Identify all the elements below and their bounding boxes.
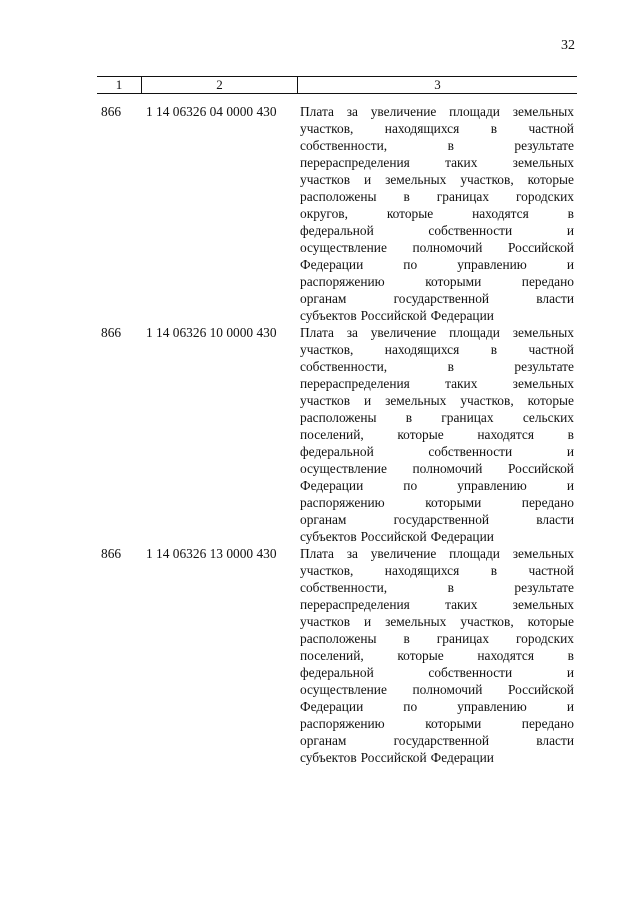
word: в xyxy=(403,189,410,204)
header-col-3: 3 xyxy=(434,77,441,92)
table-header xyxy=(97,76,577,94)
word: городских xyxy=(516,631,574,646)
word: полномочий xyxy=(412,682,483,697)
word: участков xyxy=(300,614,351,629)
word: увеличение xyxy=(370,104,437,119)
description-line xyxy=(300,307,574,324)
word: федеральной xyxy=(300,223,374,238)
word: земельных xyxy=(512,104,574,119)
word: которые xyxy=(527,393,574,408)
word: за xyxy=(346,546,358,561)
description-line xyxy=(300,358,574,375)
word: участков, xyxy=(300,342,354,357)
word: власти xyxy=(536,733,574,748)
description-line xyxy=(300,256,574,273)
description-line xyxy=(300,324,574,341)
description-line xyxy=(300,545,574,562)
word: находящихся xyxy=(384,121,460,136)
word: находящихся xyxy=(384,342,460,357)
word: Федерации xyxy=(430,529,494,544)
description xyxy=(300,103,574,324)
word: органам xyxy=(300,512,347,527)
word: таких xyxy=(445,597,478,612)
description-line xyxy=(300,732,574,749)
description xyxy=(300,545,574,766)
word: передано xyxy=(521,495,574,510)
description-line xyxy=(300,562,574,579)
word: увеличение xyxy=(370,325,437,340)
word: и xyxy=(566,699,574,714)
word: в xyxy=(490,563,498,578)
word: Российской xyxy=(507,682,574,697)
word: собственности, xyxy=(300,138,388,153)
table-body xyxy=(97,103,577,766)
word: которыми xyxy=(425,274,482,289)
word: в xyxy=(403,631,410,646)
word: земельных xyxy=(512,155,574,170)
word: управлению xyxy=(457,478,527,493)
kbk-code: 1 14 06326 04 0000 430 xyxy=(146,104,277,119)
word: таких xyxy=(445,376,478,391)
word: в xyxy=(567,427,574,442)
word: государственной xyxy=(393,512,490,527)
word: участков, xyxy=(460,614,514,629)
word: осуществление xyxy=(300,461,387,476)
word: собственности xyxy=(428,223,513,238)
admin-code: 866 xyxy=(101,325,122,340)
description-line xyxy=(300,494,574,511)
description-line xyxy=(300,664,574,681)
description-line xyxy=(300,120,574,137)
word: за xyxy=(346,104,358,119)
word: расположены xyxy=(300,631,377,646)
word: которыми xyxy=(425,495,482,510)
word: органам xyxy=(300,291,347,306)
description-line xyxy=(300,222,574,239)
word: собственности xyxy=(428,444,513,459)
header-col-1: 1 xyxy=(115,77,123,92)
word: полномочий xyxy=(412,240,483,255)
word: государственной xyxy=(393,291,490,306)
word: распоряжению xyxy=(300,495,385,510)
word: в xyxy=(447,359,454,374)
word: участков xyxy=(300,172,351,187)
word: площади xyxy=(449,325,500,340)
word: Федерации xyxy=(300,699,364,714)
description-line xyxy=(300,273,574,290)
word: находятся xyxy=(477,427,535,442)
table-row xyxy=(97,545,577,766)
word: Плата xyxy=(300,546,334,561)
word: участков, xyxy=(460,393,514,408)
description-line xyxy=(300,460,574,477)
word: участков xyxy=(300,393,351,408)
word: в xyxy=(490,342,498,357)
word: участков, xyxy=(460,172,514,187)
description-line xyxy=(300,137,574,154)
word: которые xyxy=(527,614,574,629)
description-line xyxy=(300,749,574,766)
word: Российской xyxy=(360,750,427,765)
word: в xyxy=(447,580,454,595)
word: собственности, xyxy=(300,580,388,595)
word: границах xyxy=(436,189,490,204)
word: и xyxy=(566,665,574,680)
word: управлению xyxy=(457,699,527,714)
page-number: 32 xyxy=(561,38,575,53)
word: субъектов xyxy=(300,529,357,544)
description-line xyxy=(300,698,574,715)
word: государственной xyxy=(393,733,490,748)
word: в xyxy=(490,121,498,136)
description-line xyxy=(300,477,574,494)
word: собственности xyxy=(428,665,513,680)
word: находятся xyxy=(472,206,529,221)
word: управлению xyxy=(457,257,527,272)
word: границах xyxy=(441,410,494,425)
description-line xyxy=(300,630,574,647)
word: находящихся xyxy=(384,563,460,578)
description-line xyxy=(300,103,574,120)
description-line xyxy=(300,443,574,460)
word: в xyxy=(567,206,574,221)
description-line xyxy=(300,375,574,392)
description-line xyxy=(300,392,574,409)
word: перераспределения xyxy=(300,597,410,612)
word: власти xyxy=(536,512,574,527)
word: поселений, xyxy=(300,427,364,442)
word: которые xyxy=(397,648,444,663)
word: которыми xyxy=(425,716,482,731)
word: и xyxy=(363,614,372,629)
word: результате xyxy=(514,359,574,374)
word: Российской xyxy=(360,529,427,544)
word: федеральной xyxy=(300,665,374,680)
word: осуществление xyxy=(300,240,387,255)
word: Российской xyxy=(507,461,574,476)
description xyxy=(300,324,574,545)
word: Федерации xyxy=(430,750,494,765)
word: субъектов xyxy=(300,750,357,765)
kbk-code: 1 14 06326 13 0000 430 xyxy=(146,546,277,561)
description-line xyxy=(300,579,574,596)
description-line xyxy=(300,171,574,188)
word: участков, xyxy=(300,563,354,578)
word: федеральной xyxy=(300,444,374,459)
word: и xyxy=(566,257,574,272)
word: власти xyxy=(536,291,574,306)
description-line xyxy=(300,239,574,256)
word: земельных xyxy=(512,546,574,561)
word: по xyxy=(403,699,418,714)
word: в xyxy=(405,410,413,425)
word: Российской xyxy=(360,308,427,323)
word: результате xyxy=(514,138,574,153)
description-line xyxy=(300,188,574,205)
word: передано xyxy=(521,274,574,289)
word: и xyxy=(566,223,574,238)
description-line xyxy=(300,409,574,426)
word: таких xyxy=(445,155,478,170)
word: за xyxy=(346,325,358,340)
description-line xyxy=(300,341,574,358)
description-line xyxy=(300,205,574,222)
word: частной xyxy=(528,121,574,136)
description-line xyxy=(300,290,574,307)
word: перераспределения xyxy=(300,376,410,391)
word: которые xyxy=(527,172,574,187)
word: земельных xyxy=(512,376,574,391)
word: сельских xyxy=(522,410,574,425)
word: передано xyxy=(521,716,574,731)
word: округов, xyxy=(300,206,348,221)
word: по xyxy=(403,478,418,493)
word: в xyxy=(567,648,574,663)
word: городских xyxy=(516,189,574,204)
word: распоряжению xyxy=(300,274,385,289)
word: земельных xyxy=(512,597,574,612)
word: земельных xyxy=(512,325,574,340)
word: результате xyxy=(514,580,574,595)
word: участков, xyxy=(300,121,354,136)
description-line xyxy=(300,511,574,528)
description-line xyxy=(300,681,574,698)
kbk-code: 1 14 06326 10 0000 430 xyxy=(146,325,277,340)
word: находятся xyxy=(477,648,535,663)
description-line xyxy=(300,426,574,443)
word: границах xyxy=(436,631,490,646)
word: площади xyxy=(449,104,500,119)
word: и xyxy=(566,444,574,459)
word: и xyxy=(363,393,372,408)
word: осуществление xyxy=(300,682,387,697)
word: расположены xyxy=(300,410,377,425)
word: полномочий xyxy=(412,461,483,476)
table-row xyxy=(97,324,577,545)
word: которые xyxy=(386,206,434,221)
word: Российской xyxy=(507,240,574,255)
word: Федерации xyxy=(300,478,364,493)
description-line xyxy=(300,528,574,545)
admin-code: 866 xyxy=(101,546,122,561)
word: собственности, xyxy=(300,359,388,374)
word: перераспределения xyxy=(300,155,410,170)
word: и xyxy=(363,172,372,187)
word: Плата xyxy=(300,325,334,340)
word: расположены xyxy=(300,189,377,204)
description-line xyxy=(300,715,574,732)
header-col-2: 2 xyxy=(216,77,223,92)
description-line xyxy=(300,596,574,613)
word: частной xyxy=(528,342,574,357)
word: и xyxy=(566,478,574,493)
word: земельных xyxy=(385,172,447,187)
admin-code: 866 xyxy=(101,104,122,119)
word: по xyxy=(403,257,418,272)
table-row xyxy=(97,103,577,324)
word: площади xyxy=(449,546,500,561)
description-line xyxy=(300,613,574,630)
word: органам xyxy=(300,733,347,748)
word: земельных xyxy=(385,393,447,408)
word: увеличение xyxy=(370,546,437,561)
word: земельных xyxy=(385,614,447,629)
word: в xyxy=(447,138,454,153)
word: частной xyxy=(528,563,574,578)
word: распоряжению xyxy=(300,716,385,731)
word: которые xyxy=(397,427,444,442)
description-line xyxy=(300,647,574,664)
word: Плата xyxy=(300,104,334,119)
word: Федерации xyxy=(430,308,494,323)
word: поселений, xyxy=(300,648,364,663)
word: Федерации xyxy=(300,257,364,272)
word: субъектов xyxy=(300,308,357,323)
description-line xyxy=(300,154,574,171)
